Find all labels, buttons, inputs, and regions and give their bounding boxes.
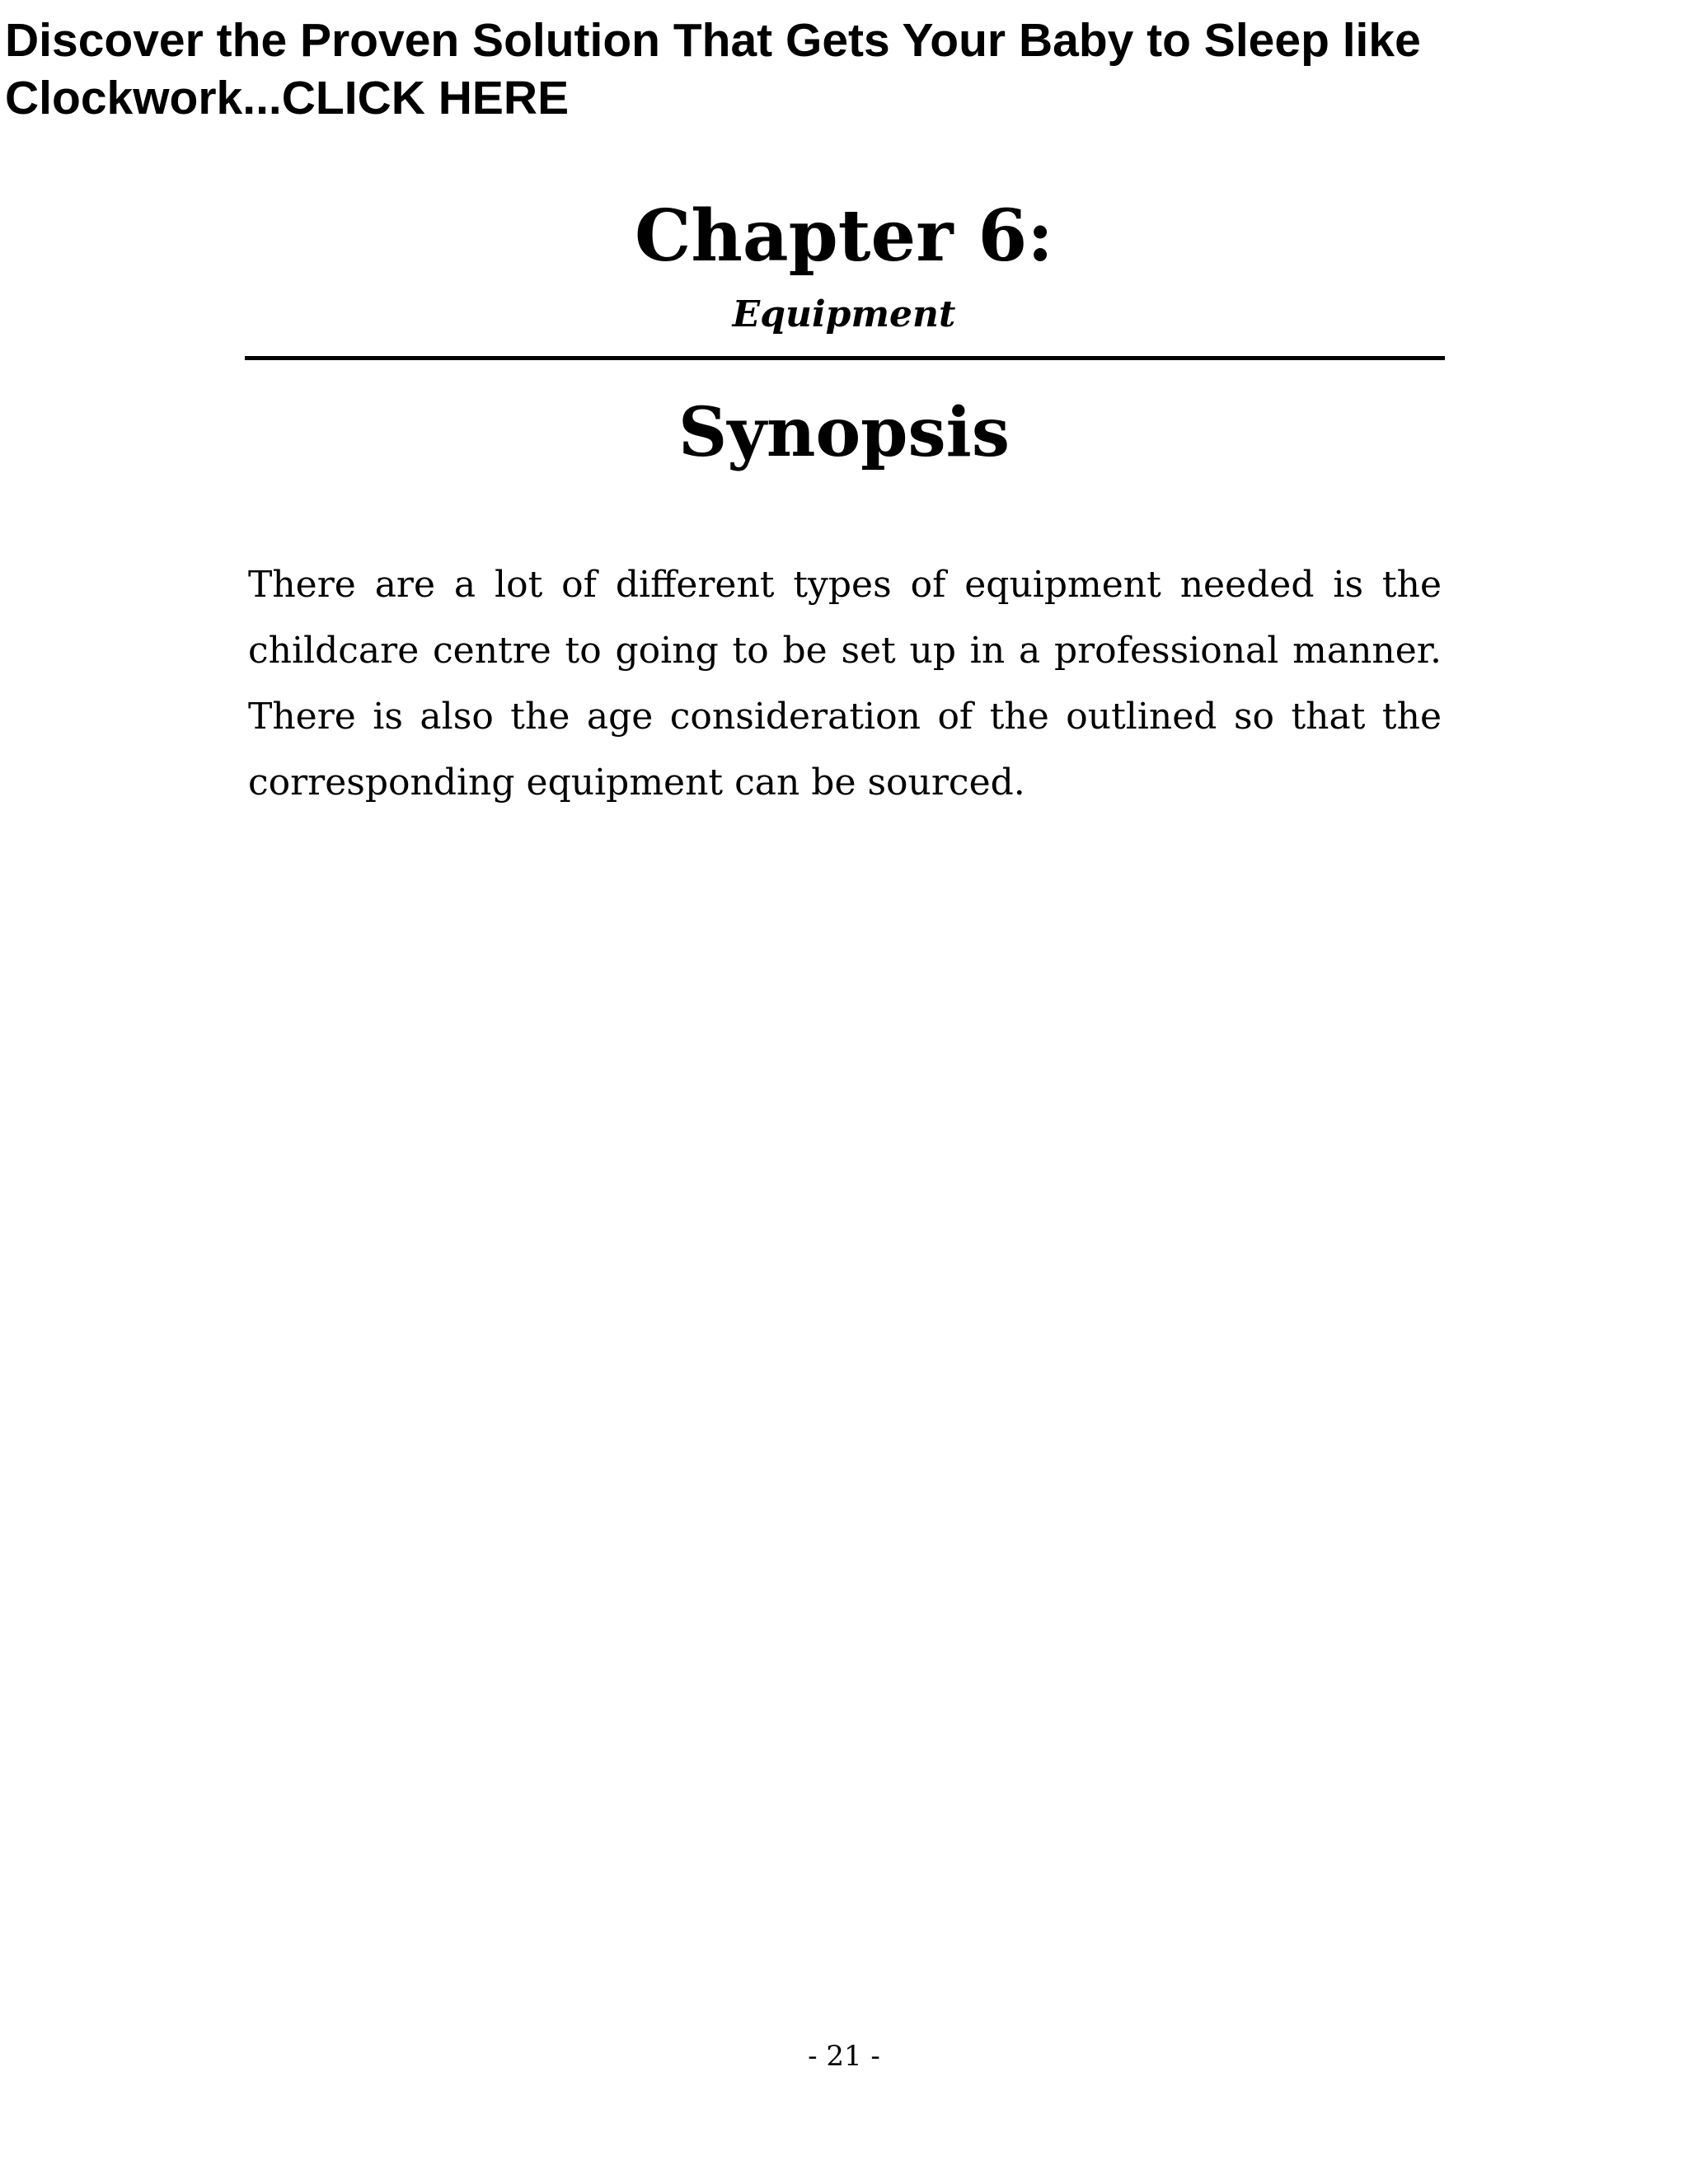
chapter-title: Chapter 6: — [634, 194, 1054, 278]
section-heading: Synopsis — [678, 393, 1010, 472]
title-divider — [245, 356, 1445, 360]
promo-link[interactable]: Discover the Proven Solution That Gets Your Baby to Sleep like Clockwork...CLICK HERE — [5, 14, 1421, 124]
page-number: - 21 - — [808, 2040, 880, 2073]
chapter-subtitle: Equipment — [732, 293, 956, 335]
synopsis-paragraph: There are a lot of different types of equipment needed is the childcare centre to going to be set up in a professional manner. There is also the age consideration of the outlined so that the corresponding equipment can be sourced. — [248, 564, 1442, 804]
